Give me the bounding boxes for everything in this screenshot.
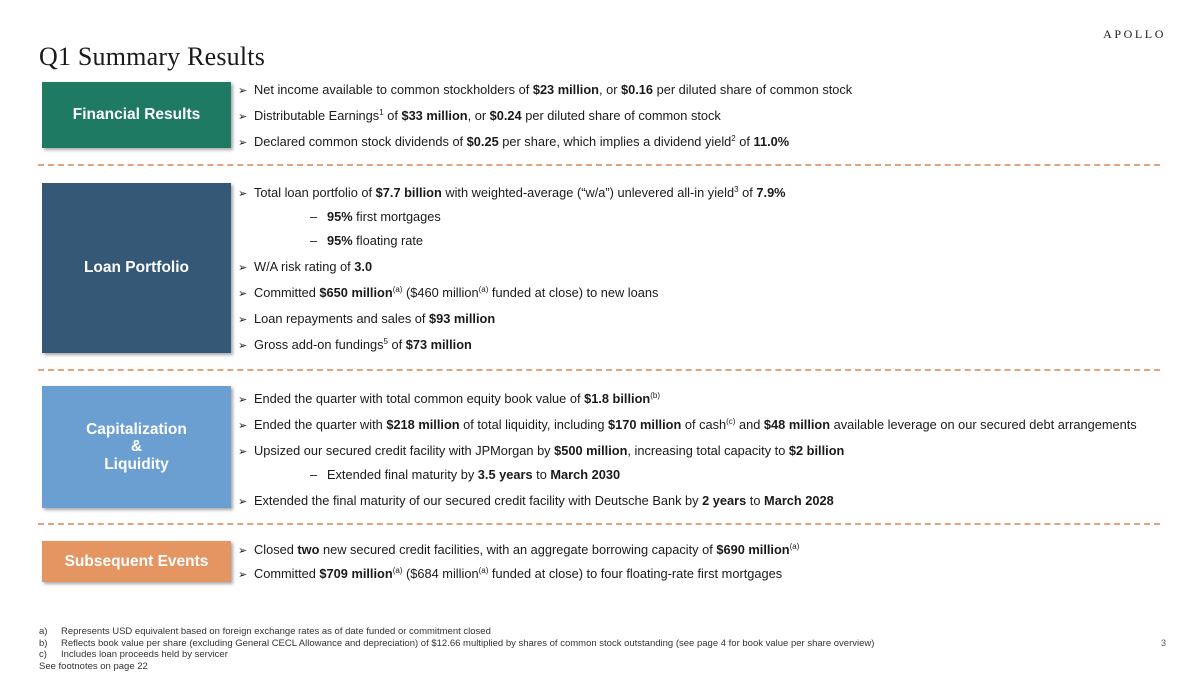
list-item: ➢ W/A risk rating of 3.0 [238, 259, 373, 274]
arrow-bullet-icon: ➢ [238, 262, 248, 274]
arrow-bullet-icon: ➢ [238, 545, 248, 557]
list-item: ➢ Gross add-on fundings$^5$ of $73 million [238, 337, 472, 352]
sub-list-item: – 95% floating rate [310, 233, 424, 248]
section-divider [38, 523, 1160, 525]
list-item: ➢ Committed $650 million$^{(a)}$ ($460 million$^{(a)}$ funded at close) to new loans [238, 285, 659, 300]
loan-portfolio-box [42, 183, 231, 353]
arrow-bullet-icon: ➢ [238, 85, 248, 97]
subsequent-events-box [42, 541, 231, 582]
capitalization-liquidity-box [42, 386, 231, 508]
ampersand-label: & [130, 438, 143, 456]
dash-bullet-icon: – [310, 467, 318, 482]
section-divider [38, 164, 1160, 166]
dash-bullet-icon: – [310, 233, 318, 248]
capitalization-label: Capitalization [86, 421, 187, 439]
arrow-bullet-icon: ➢ [238, 111, 248, 123]
dash-bullet-icon: – [310, 209, 318, 224]
page-number: 3 [1160, 638, 1166, 648]
list-item: ➢ Distributable Earnings$^1$ of $33 million, or $0.24 per diluted share of common stock [238, 108, 721, 123]
section-divider [38, 369, 1160, 371]
page-title: Q1 Summary Results [39, 42, 266, 71]
loan-portfolio-label: Loan Portfolio [83, 259, 190, 277]
list-item: ➢ Upsized our secured credit facility with JPMorgan by $500 million, increasing total capacity to $2 billion [238, 443, 845, 458]
arrow-bullet-icon: ➢ [238, 420, 248, 432]
list-item: ➢ Loan repayments and sales of $93 million [238, 311, 496, 326]
arrow-bullet-icon: ➢ [238, 394, 248, 406]
arrow-bullet-icon: ➢ [238, 288, 248, 300]
list-item: ➢ Ended the quarter with total common equity book value of $1.8 billion$^{(b)}$ [238, 391, 660, 406]
list-item: ➢ Closed two new secured credit facilities, with an aggregate borrowing capacity of $690 million$^{(a)}$ [238, 542, 800, 557]
arrow-bullet-icon: ➢ [238, 314, 248, 326]
financial-results-label: Financial Results [72, 106, 201, 124]
footnote-see: See footnotes on page 22 [39, 660, 148, 672]
arrow-bullet-icon: ➢ [238, 496, 248, 508]
financial-results-box [42, 82, 231, 148]
list-item: ➢ Net income available to common stockholders of $23 million, or $0.16 per diluted share of common stock [238, 82, 853, 97]
footnote-a: a) Represents USD equivalent based on foreign exchange rates as of date funded or commitment closed [39, 626, 491, 637]
arrow-bullet-icon: ➢ [238, 569, 248, 581]
arrow-bullet-icon: ➢ [238, 188, 248, 200]
apollo-logo: APOLLO [1103, 27, 1166, 41]
list-item: ➢ Extended the final maturity of our secured credit facility with Deutsche Bank by 2 years to March 2028 [238, 493, 834, 508]
arrow-bullet-icon: ➢ [238, 137, 248, 149]
list-item: ➢ Declared common stock dividends of $0.25 per share, which implies a dividend yield$^2$ of 11.0% [238, 134, 790, 149]
footnote-b: b) Reflects book value per share (excluding General CECL Allowance and depreciation) of $12.66 multiplied by shares of common stock outstanding (see page 4 for book value per share overview) [39, 637, 875, 649]
sub-list-item: – 95% first mortgages [310, 209, 441, 224]
arrow-bullet-icon: ➢ [238, 340, 248, 352]
list-item: ➢ Committed $709 million$^{(a)}$ ($684 million$^{(a)}$ funded at close) to four floating-rate first mortgages [238, 566, 783, 581]
subsequent-events-label: Subsequent Events [64, 552, 209, 570]
arrow-bullet-icon: ➢ [238, 446, 248, 458]
sub-list-item: – Extended final maturity by 3.5 years to March 2030 [310, 467, 621, 482]
footnotes [39, 626, 874, 672]
footnote-c: c) Includes loan proceeds held by servicer [39, 649, 228, 660]
list-item: ➢ Ended the quarter with $218 million of total liquidity, including $170 million of cash$^{(c)}$ and $48 million available leverage on our secured debt arrangements [238, 417, 1137, 432]
list-item: ➢ Total loan portfolio of $7.7 billion with weighted-average (“w/a”) unlevered all-in yield$^3$ of 7.9% [238, 185, 786, 200]
liquidity-label: Liquidity [104, 455, 169, 473]
